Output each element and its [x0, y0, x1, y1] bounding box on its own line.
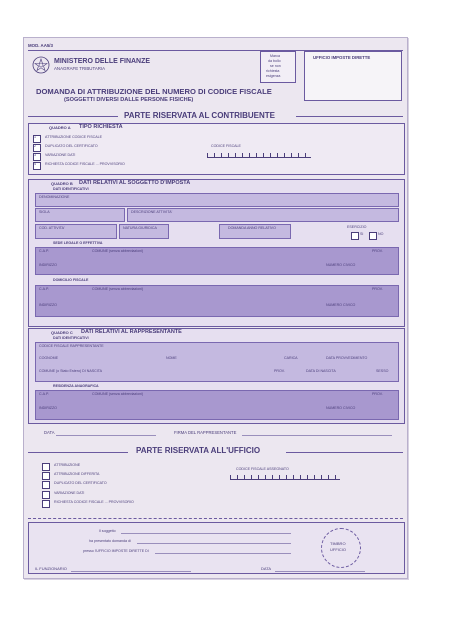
office-item-3-checkbox[interactable] — [42, 481, 50, 489]
sigla-field[interactable]: SIGLA — [35, 208, 125, 222]
office-item-4-checkbox[interactable] — [42, 491, 50, 499]
quadro-c-title: DATI RELATIVI AL RAPPRESENTANTE — [81, 329, 182, 335]
model-code: MOD. AA5/3 — [28, 43, 53, 48]
esercizio-si-checkbox[interactable] — [351, 232, 359, 240]
sede-block: C.A.P. COMUNE (senza abbreviazioni) PROV. INDIRIZZO NUMERO CIVICO — [35, 247, 399, 275]
codice-fiscale-field[interactable] — [207, 153, 311, 158]
contributor-part-title: PARTE RISERVATA AL CONTRIBUENTE — [124, 111, 275, 120]
cod-attivita-field[interactable]: COD. ATTIVITA' — [35, 224, 117, 239]
officer-signature-line[interactable] — [71, 571, 191, 572]
quadro-b: QUADRO B DATI RELATIVI AL SOGGETTO D'IMPOSTA DATI IDENTIFICATIVI DENOMINAZIONE SIGLA DESCRIZIONE ATTIVITA' COD. ATTIVITA' NATURA GIURIDICA DOMANDA ANNO RELATIVO ESERCIZIO SI NO SEDE LEGALE O EFFETTIVA C.A.P. COMUNE (senza abbreviazioni) PROV. INDIRIZZO NUMERO CIVICO DOMICILIO FISCALE C.A.P. COMUNE (senza abbreviazioni) PROV. INDIRIZZO NUMERO CIVICO — [28, 179, 405, 327]
quadro-c: QUADRO C DATI RELATIVI AL RAPPRESENTANTE DATI IDENTIFICATIVI CODICE FISCALE RAPPRESENTANTE COGNOME NOME CARICA DATA PROVVEDIMENTO COMUNE (o Stato Estero) DI NASCITA PROV. DATA DI NASCITA SESSO RESIDENZA ANAGRAFICA C.A.P. COMUNE (senza abbreviazioni) PROV. INDIRIZZO NUMERO CIVICO — [28, 328, 405, 424]
office-stamp-circle: TIMBRO UFFICIO — [321, 528, 361, 568]
date-line[interactable] — [56, 435, 156, 436]
sede-title: SEDE LEGALE O EFFETTIVA — [53, 241, 103, 245]
office-item-5-checkbox[interactable] — [42, 500, 50, 508]
officer-label: IL FUNZIONARIO — [35, 566, 67, 571]
esercizio-no-checkbox[interactable] — [369, 232, 377, 240]
rappresentante-block: CODICE FISCALE RAPPRESENTANTE COGNOME NOME CARICA DATA PROVVEDIMENTO COMUNE (o Stato Estero) DI NASCITA PROV. DATA DI NASCITA SESSO — [35, 342, 399, 382]
quadro-b-title: DATI RELATIVI AL SOGGETTO D'IMPOSTA — [79, 180, 191, 186]
form-title: DOMANDA DI ATTRIBUZIONE DEL NUMERO DI CODICE FISCALE — [36, 87, 272, 96]
natura-giuridica-field[interactable]: NATURA GIURIDICA — [119, 224, 169, 239]
office-item-2-checkbox[interactable] — [42, 472, 50, 480]
form-subtitle: (SOGGETTI DIVERSI DALLE PERSONE FISICHE) — [64, 97, 194, 103]
italian-emblem-icon — [32, 55, 50, 75]
codice-fiscale-label: CODICE FISCALE — [211, 144, 241, 148]
quadro-a: QUADRO A TIPO RICHIESTA 1 ATTRIBUZIONE CODICE FISCALE 2 DUPLICATO DEL CERTIFICATO 3 VARIAZIONE DATI 4 RICHIESTA CODICE FISCALE ... PROVVISORIO CODICE FISCALE — [28, 123, 405, 175]
signature-line[interactable] — [242, 435, 392, 436]
office-label: UFFICIO IMPOSTE DIRETTE — [313, 55, 371, 60]
office-item-1-checkbox[interactable] — [42, 463, 50, 471]
stamp-box: Marca da bollo se non richiesta esigenza — [260, 51, 296, 83]
residenza-block: C.A.P. COMUNE (senza abbreviazioni) PROV. INDIRIZZO NUMERO CIVICO — [35, 390, 399, 420]
office-box — [304, 51, 402, 101]
residenza-title: RESIDENZA ANAGRAFICA — [53, 384, 99, 388]
form-sheet: MOD. AA5/3 MINISTERO DELLE FINANZE ANAGRAFE TRIBUTARIA Marca da bollo se non richiesta esigenza UFFICIO IMPOSTE DIRETTE DOMANDA DI ATTRIBUZIONE DEL NUMERO DI CODICE FISCALE (SOGGETTI DIVERSI DALLE PERSONE FISICHE) PARTE RISERVATA AL CONTRIBUENTE QUADRO A TIPO RICHIESTA 1 ATTRIBUZIONE CODICE FISCALE 2 DUPLICATO DEL CERTIFICATO 3 VARIAZIONE DATI 4 RICHIESTA CODICE FISCALE ... PROVVISORIO CODICE FISCALE QUADRO B DATI RELATIVI AL SOGGETTO D'IMPOSTA DATI IDENTIFICATIVI DENOMINAZIONE SIGLA DESCRIZIONE ATTIVITA' COD. ATTIVITA' NATURA GIURIDICA DOMANDA ANNO RELATIVO ESERCIZIO SI NO SEDE LEGALE O EFFETTIVA C.A.P. COMUNE (senza abbreviazioni) PROV. INDIRIZZO NUMERO CIVICO DOMICILIO FISCALE C.A.P. COMUNE (senza abbreviazioni) PROV. INDIRIZZO NUMERO CIVICO QUADRO C DATI RELATIVI AL RAPPRESENTANTE DATI IDENTIFICATIVI CODICE FISCALE RAPPRESENTANTE COGNOME NOME CARICA DATA PROVVEDIMENTO COMUNE (o Stato Estero) DI NASCITA PROV. DATA DI NASCITA SESSO RESIDENZA ANAGRAFICA C.A.P. COMUNE (senza abbreviazioni) PROV. INDIRIZZO NUMERO CIVICO DATA FIRMA DEL RAPPRESENTANTE PARTE RISERVATA ALL'UFFICIO ATTRIBUZIONE ATTRIBUZIONE DIFFERITA DUPLICATO DEL CERTIFICATO VARIAZIONE DATI RICHIESTA CODICE FISCALE ... PROVVISORIO CODICE FISCALE ASSEGNATO Il soggetto ha presentato domanda di presso l'UFFICIO IMPOSTE DIRETTE DI TIMBRO UFFICIO IL FUNZIONARIO DATA — [23, 37, 408, 579]
receipt-box: Il soggetto ha presentato domanda di presso l'UFFICIO IMPOSTE DIRETTE DI TIMBRO UFFICIO IL FUNZIONARIO DATA — [28, 522, 405, 574]
date-label: DATA — [44, 430, 55, 435]
receipt-date-line[interactable] — [275, 571, 365, 572]
denominazione-field[interactable]: DENOMINAZIONE — [35, 193, 399, 207]
assigned-code-field[interactable] — [230, 475, 340, 480]
descrizione-attivita-field[interactable]: DESCRIZIONE ATTIVITA' — [127, 208, 399, 222]
domicilio-block: C.A.P. COMUNE (senza abbreviazioni) PROV. INDIRIZZO NUMERO CIVICO — [35, 285, 399, 317]
cut-line — [28, 518, 403, 520]
receipt-date-label: DATA — [261, 566, 272, 571]
domicilio-title: DOMICILIO FISCALE — [53, 278, 89, 282]
quadro-a-title: TIPO RICHIESTA — [79, 124, 123, 130]
ministry-title: MINISTERO DELLE FINANZE — [54, 58, 151, 65]
registry-label: ANAGRAFE TRIBUTARIA — [54, 66, 106, 71]
signature-label: FIRMA DEL RAPPRESENTANTE — [174, 430, 237, 435]
assigned-code-label: CODICE FISCALE ASSEGNATO — [236, 467, 289, 471]
domanda-anno-field[interactable]: DOMANDA ANNO RELATIVO — [219, 224, 291, 239]
office-part-title: PARTE RISERVATA ALL'UFFICIO — [136, 446, 261, 455]
